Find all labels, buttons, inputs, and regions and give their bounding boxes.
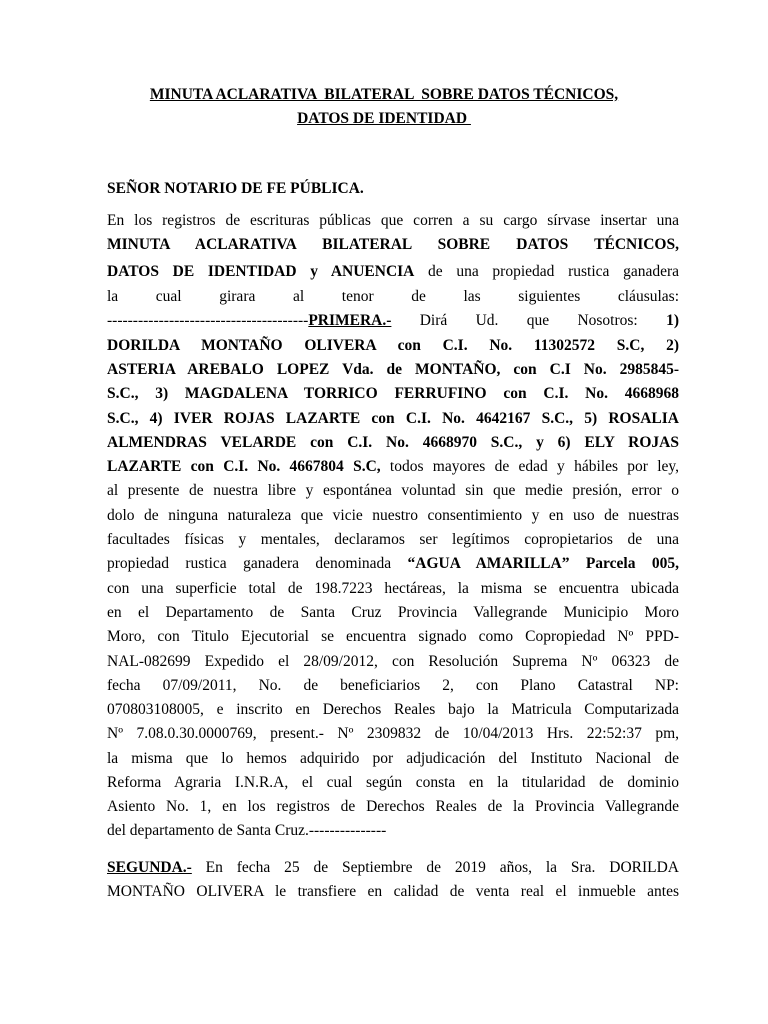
text-run: S.C., 4) IVER ROJAS LAZARTE con C.I. No. 4642167 S.C., 5) ROSALIA (107, 410, 679, 427)
document-title-line-2: DATOS DE IDENTIDAD (297, 110, 471, 127)
body-line (107, 580, 679, 598)
body-line (107, 653, 679, 671)
body-line (107, 555, 679, 573)
text-run: MINUTA ACLARATIVA BILATERAL SOBRE DATOS TÉCNICOS, (107, 236, 679, 253)
clause-heading: PRIMERA.- (308, 312, 392, 329)
text-run: “AGUA AMARILLA” Parcela 005, (407, 555, 679, 572)
text-run: NAL-082699 Expedido el 28/09/2012, con Resolución Suprema Nº 06323 de (107, 653, 679, 670)
text-run: propiedad rustica ganadera denominada (107, 555, 408, 572)
body-line (107, 798, 679, 816)
body-line (107, 883, 679, 901)
text-run: Moro, con Titulo Ejecutorial se encuentra signado como Copropiedad Nº PPD- (107, 628, 679, 645)
text-run: todos mayores de edad y hábiles por ley, (380, 458, 680, 475)
body-line (107, 531, 679, 549)
body-line (107, 458, 679, 476)
body-line (107, 677, 679, 695)
text-run: del departamento de Santa Cruz.--------------- (107, 822, 387, 839)
body-line (107, 482, 679, 500)
body-line (107, 337, 679, 355)
document-title-line-1: MINUTA ACLARATIVA BILATERAL SOBRE DATOS TÉCNICOS, (149, 86, 619, 103)
text-run: dolo de ninguna naturaleza que vicie nuestro consentimiento y en uso de nuestras (107, 507, 679, 524)
text-run: DATOS DE IDENTIDAD y ANUENCIA (107, 263, 415, 280)
clause-heading: SEGUNDA.- (107, 859, 192, 876)
text-run: con una superficie total de 198.7223 hectáreas, la misma se encuentra ubicada (107, 580, 679, 597)
body-line (107, 507, 679, 525)
text-run: en el Departamento de Santa Cruz Provincia Vallegrande Municipio Moro (107, 604, 679, 621)
body-line (107, 725, 679, 743)
body-line (107, 822, 679, 840)
salutation: SEÑOR NOTARIO DE FE PÚBLICA. (107, 180, 364, 197)
text-run: En fecha 25 de Septiembre de 2019 años, la Sra. DORILDA (191, 859, 679, 876)
body-line (107, 750, 679, 768)
body-line (107, 434, 679, 452)
text-run: Dirá Ud. que Nosotros: (391, 312, 667, 329)
body-line (107, 859, 679, 877)
body-line (107, 236, 679, 254)
body-line (107, 263, 679, 281)
body-line (107, 361, 679, 379)
text-run: la cual girara al tenor de las siguientes cláusulas: (107, 288, 679, 305)
body-line (107, 628, 679, 646)
text-run: de una propiedad rustica ganadera (414, 263, 680, 280)
body-line (107, 410, 679, 428)
text-run: Nº 7.08.0.30.0000769, present.- Nº 2309832 de 10/04/2013 Hrs. 22:52:37 pm, (107, 725, 679, 742)
text-run: Asiento No. 1, en los registros de Derechos Reales de la Provincia Vallegrande (107, 798, 679, 815)
text-run: Reforma Agraria I.N.R.A, el cual según consta en la titularidad de dominio (107, 774, 679, 791)
text-run: --------------------------------------- (107, 312, 309, 329)
body-line (107, 288, 679, 306)
body-line (107, 604, 679, 622)
text-run: 1) (666, 312, 679, 329)
body-line (107, 312, 679, 330)
text-run: En los registros de escrituras públicas que corren a su cargo sírvase insertar una (107, 212, 679, 229)
body-line (107, 212, 679, 230)
text-run: facultades físicas y mentales, declaramos ser legítimos copropietarios de una (107, 531, 679, 548)
body-line (107, 385, 679, 403)
text-run: la misma que lo hemos adquirido por adjudicación del Instituto Nacional de (107, 750, 679, 767)
text-run: ALMENDRAS VELARDE con C.I. No. 4668970 S.C., y 6) ELY ROJAS (107, 434, 679, 451)
body-line (107, 774, 679, 792)
text-run: S.C., 3) MAGDALENA TORRICO FERRUFINO con C.I. No. 4668968 (107, 385, 679, 402)
text-run: MONTAÑO OLIVERA le transfiere en calidad de venta real el inmueble antes (107, 883, 679, 900)
body-line (107, 701, 679, 719)
text-run: fecha 07/09/2011, No. de beneficiarios 2, con Plano Catastral NP: (107, 677, 679, 694)
text-run: DORILDA MONTAÑO OLIVERA con C.I. No. 11302572 S.C, 2) (107, 337, 679, 354)
text-run: al presente de nuestra libre y espontánea voluntad sin que medie presión, error o (107, 482, 679, 499)
text-run: 070803108005, e inscrito en Derechos Reales bajo la Matricula Computarizada (107, 701, 679, 718)
text-run: LAZARTE con C.I. No. 4667804 S.C, (107, 458, 381, 475)
text-run: ASTERIA AREBALO LOPEZ Vda. de MONTAÑO, con C.I No. 2985845- (107, 361, 679, 378)
